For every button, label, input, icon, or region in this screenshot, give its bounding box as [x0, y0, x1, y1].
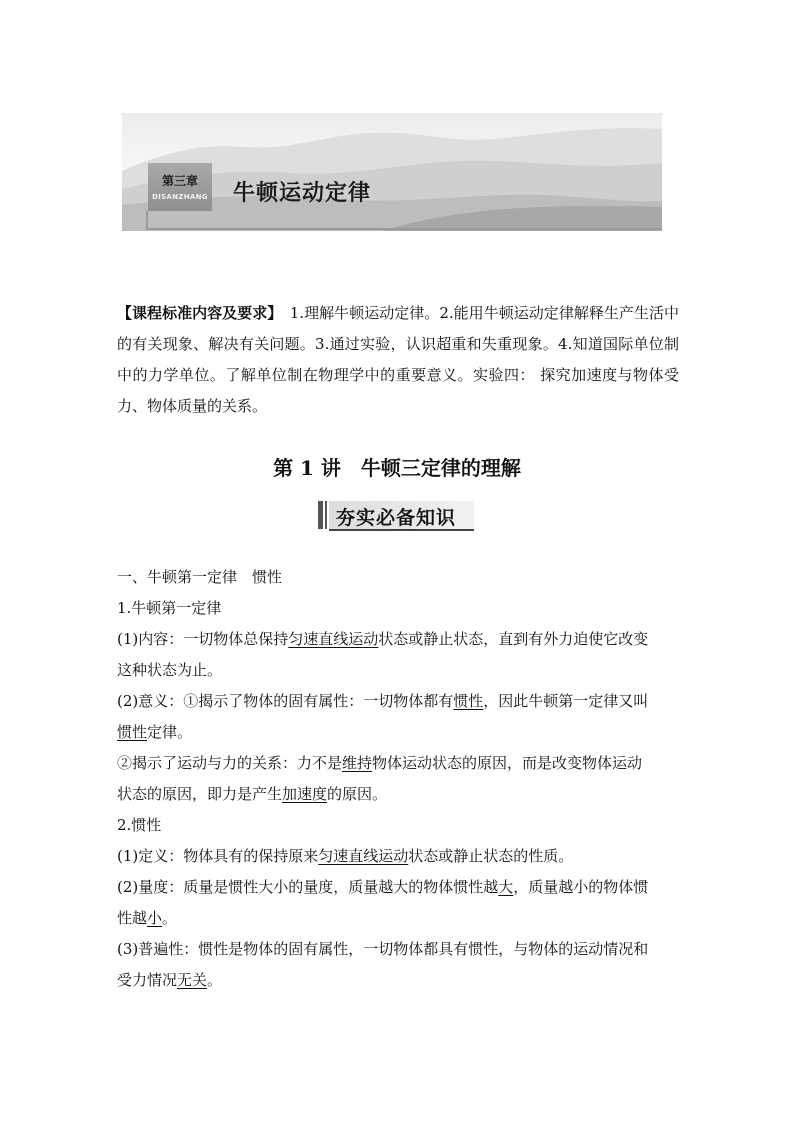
- text-line: ②揭示了运动与力的关系：力不是维持物体运动状态的原因，而是改变物体运动: [117, 754, 643, 772]
- text-line: 惯性定律。: [117, 723, 193, 741]
- chapter-label-box: [148, 163, 212, 211]
- answer-blank: 匀速直线运动: [288, 630, 379, 648]
- text-line: (2)意义：①揭示了物体的固有属性：一切物体都有惯性，因此牛顿第一定律又叫: [117, 692, 649, 710]
- heading-newton-first-law: 一、牛顿第一定律 惯性: [117, 568, 283, 586]
- text-line: (1)内容：一切物体总保持匀速直线运动状态或静止状态，直到有外力迫使它改变: [117, 630, 649, 648]
- lecture-title: 第 1 讲 牛顿三定律的理解: [273, 456, 521, 480]
- section-bar: [325, 501, 327, 529]
- answer-blank: 加速度: [282, 785, 328, 803]
- section-heading-text: 夯实必备知识: [336, 507, 457, 529]
- section-heading: [318, 500, 474, 530]
- answer-blank: 无关: [177, 971, 208, 989]
- section-bar: [318, 501, 323, 529]
- chapter-title: 牛顿运动定律: [233, 181, 372, 206]
- subheading-first-law: 1.牛顿第一定律: [117, 599, 222, 617]
- answer-blank: 惯性: [453, 692, 484, 710]
- chapter-pinyin: DISANZHANG: [152, 193, 208, 201]
- text-line: (3)普遍性：惯性是物体的固有属性，一切物体都具有惯性，与物体的运动情况和: [117, 940, 649, 958]
- standards-body: 1.理解牛顿运动定律。2.能用牛顿运动定律解释生产生活中的有关现象、解决有关问题。3.通过实验，认识超重和失重现象。4.知道国际单位制中的力学单位。了解单位制在物理学中的重要意义。实验四： 探究加速度与物体受力、物体质量的关系。: [117, 304, 679, 415]
- section-underline: [329, 529, 474, 531]
- answer-blank: 匀速直线运动: [318, 847, 409, 865]
- text-line: (1)定义：物体具有的保持原来匀速直线运动状态或静止状态的性质。: [117, 847, 574, 865]
- banner-divider: [148, 228, 662, 230]
- text-line: 状态的原因，即力是产生加速度的原因。: [117, 785, 388, 803]
- answer-blank: 维持: [342, 754, 373, 772]
- subheading-inertia: 2.惯性: [117, 816, 162, 834]
- text-line: 受力情况无关。: [117, 971, 223, 989]
- chapter-label: 第三章: [161, 174, 198, 188]
- text-line: 这种状态为止。: [117, 661, 223, 679]
- standards-lead: 【课程标准内容及要求】: [117, 304, 275, 322]
- answer-blank: 小: [147, 909, 163, 927]
- answer-blank: 惯性: [117, 723, 148, 741]
- answer-blank: 大: [498, 878, 514, 896]
- course-standards: [117, 298, 679, 422]
- text-line: (2)量度：质量是惯性大小的量度，质量越大的物体惯性越大，质量越小的物体惯: [117, 878, 649, 896]
- text-line: 性越小。: [117, 909, 178, 927]
